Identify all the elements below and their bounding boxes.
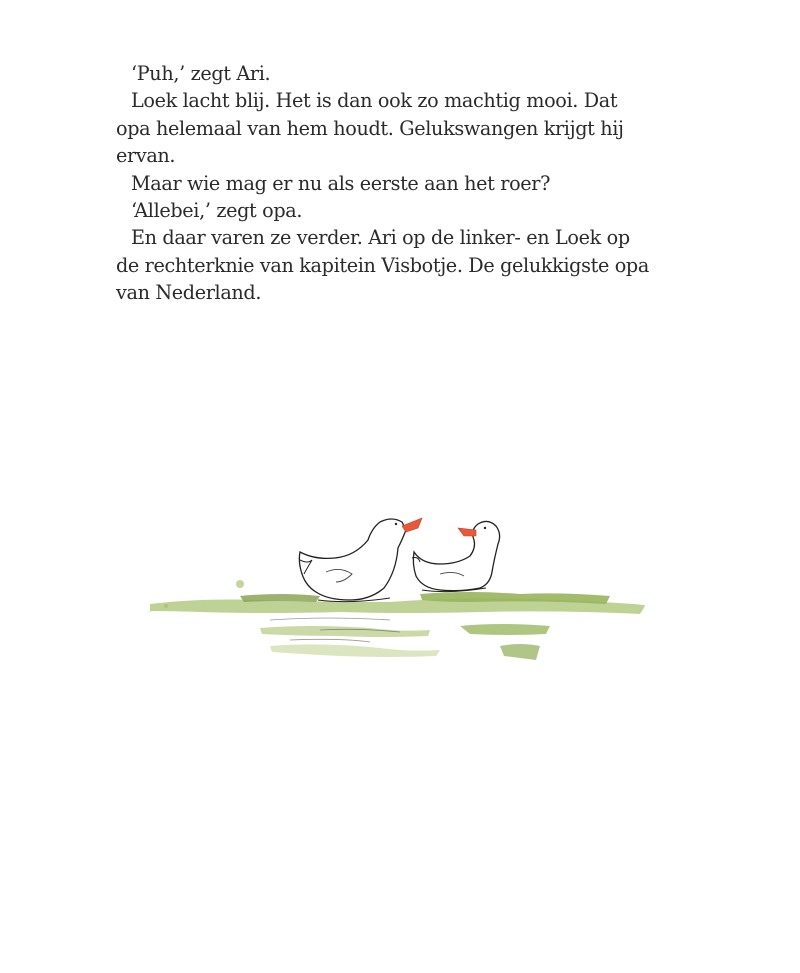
paragraph-4: ‘Allebei,’ zegt opa. — [131, 199, 303, 223]
duck-left — [299, 518, 422, 602]
paragraph-3: Maar wie mag er nu als eerste aan het roer? — [131, 171, 551, 195]
paragraph-2: Loek lacht blij. Het is dan ook zo machtig mooi. Dat opa helemaal van hem houdt. Gelukswangen krijgt hij ervan. — [116, 89, 624, 168]
duck-right — [412, 521, 500, 591]
ducks-illustration — [140, 500, 650, 700]
paragraph-1: ‘Puh,’ zegt Ari. — [131, 62, 271, 85]
water-wash — [149, 580, 646, 660]
story-text — [116, 60, 656, 307]
paragraph-5: En daar varen ze verder. Ari op de linker- en Loek op de rechterknie van kapitein Visbotje. De gelukkigste opa van Nederland. — [116, 226, 649, 305]
